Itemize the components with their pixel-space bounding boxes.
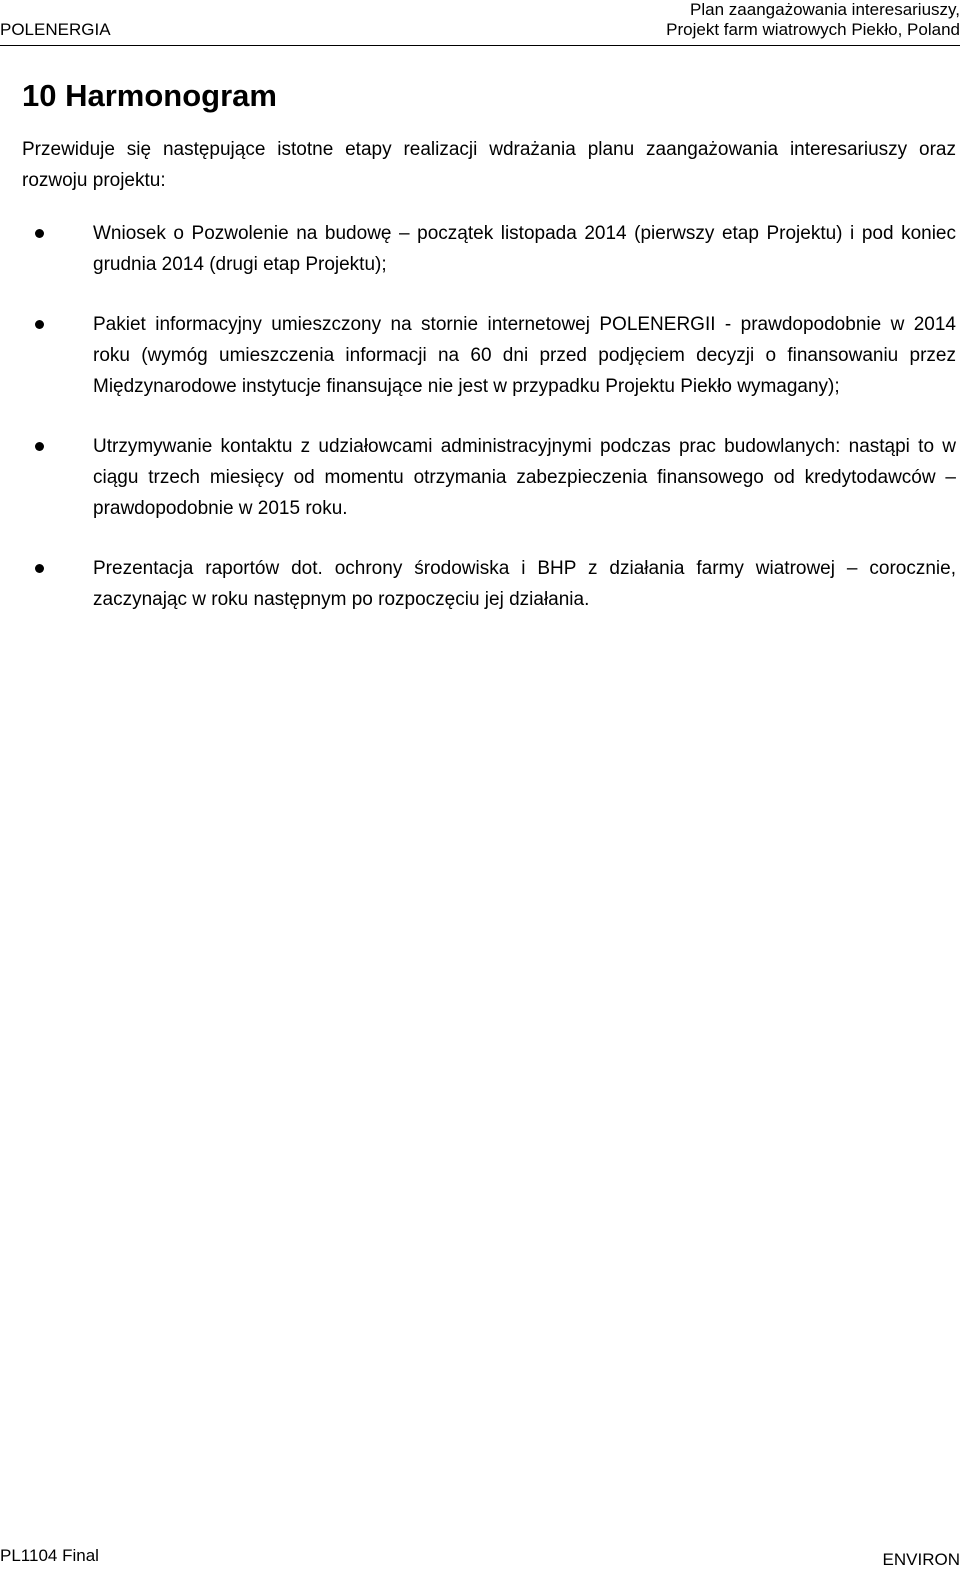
list-item-text: Prezentacja raportów dot. ochrony środowiska i BHP z działania farmy wiatrowej – corocznie, zaczynając w roku następnym po rozpoczęciu jej działania.: [93, 558, 956, 610]
footer-document-id: PL1104 Final: [0, 1546, 99, 1565]
header-divider: [0, 45, 960, 46]
list-item: [22, 218, 956, 280]
milestone-list: [22, 218, 956, 615]
bullet-icon: [35, 229, 44, 238]
list-item: [22, 431, 956, 524]
bullet-icon: [35, 442, 44, 451]
header-document-title: [540, 0, 960, 40]
bullet-icon: [35, 564, 44, 573]
list-item: [22, 553, 956, 615]
list-item-text: Utrzymywanie kontaktu z udziałowcami administracyjnymi podczas prac budowlanych: nastąpi to w ciągu trzech miesięcy od momentu otrzymania zabezpieczenia finansowego od kredytodawców – prawdopodobnie w 2015 roku.: [93, 436, 956, 519]
list-item: [22, 309, 956, 402]
section-title: 10 Harmonogram: [22, 78, 277, 113]
list-item-text: Wniosek o Pozwolenie na budowę – początek listopada 2014 (pierwszy etap Projektu) i pod koniec grudnia 2014 (drugi etap Projektu);: [93, 223, 956, 275]
header-company: POLENERGIA: [0, 20, 111, 39]
header-title-line-2: Projekt farm wiatrowych Piekło, Poland: [666, 20, 960, 39]
section-intro: Przewiduje się następujące istotne etapy realizacji wdrażania planu zaangażowania interesariuszy oraz rozwoju projektu:: [22, 139, 956, 191]
footer-company: ENVIRON: [882, 1550, 960, 1569]
header-title-line-1: Plan zaangażowania interesariuszy,: [690, 0, 960, 19]
list-item-text: Pakiet informacyjny umieszczony na stornie internetowej POLENERGII - prawdopodobnie w 2014 roku (wymóg umieszczenia informacji na 60 dni przed podjęciem decyzji o finansowaniu przez Międzynarodowe instytucje finansujące nie jest w przypadku Projektu Piekło wymagany);: [93, 314, 956, 397]
section-content: [22, 76, 956, 644]
bullet-icon: [35, 320, 44, 329]
